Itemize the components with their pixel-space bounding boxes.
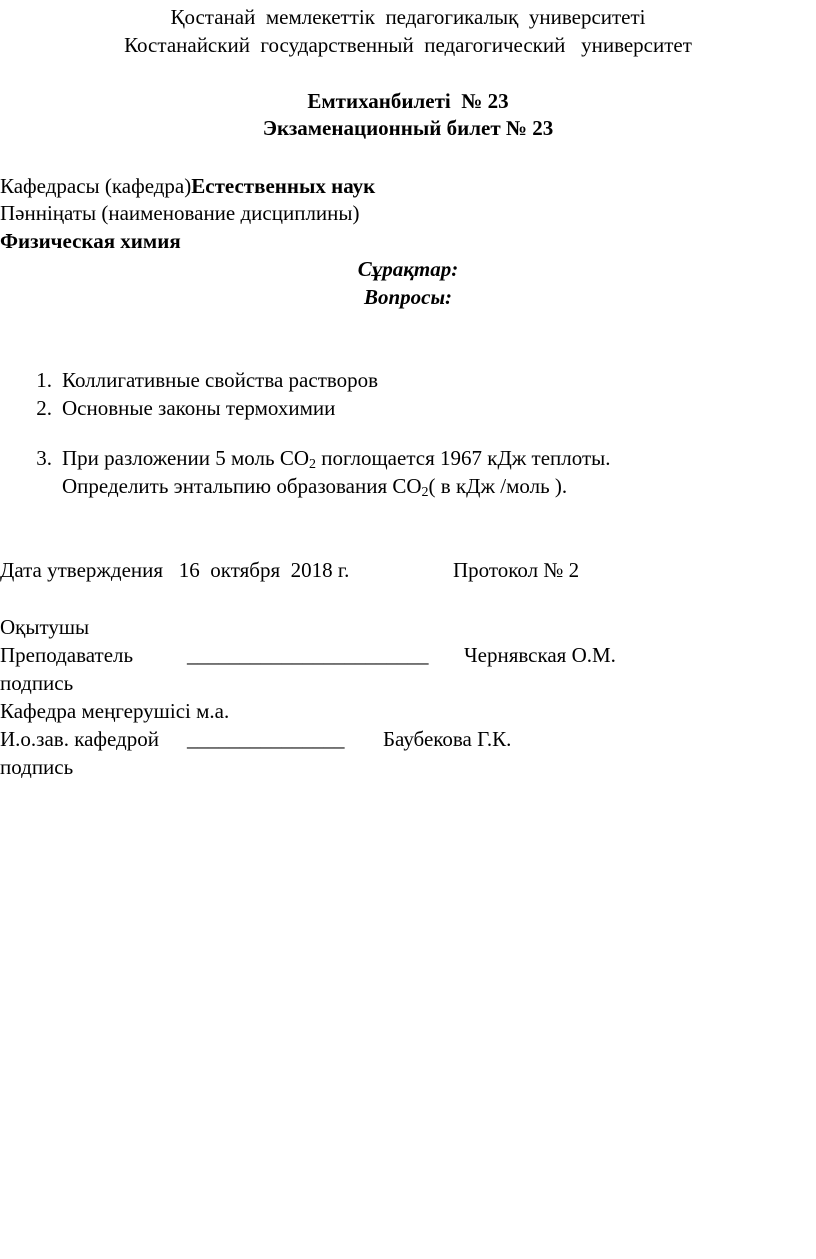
discipline-value: Физическая химия (0, 229, 181, 253)
university-name-kz: Қостанай мемлекеттік педагогикалық университеті (170, 5, 646, 29)
question-3-continuation (62, 474, 568, 500)
question-text: Коллигативные свойства растворов (62, 368, 379, 392)
head-label: И.о.зав. кафедрой (0, 727, 159, 751)
ticket-title-ru: Экзаменационный билет № 23 (262, 116, 554, 140)
teacher-name: Чернявская О.М. (464, 643, 616, 667)
university-name-ru: Костанайский государственный педагогический университет (124, 33, 692, 57)
signature-caption: подпись (0, 671, 74, 695)
discipline-label: Пәнніңаты (наименование дисциплины) (0, 201, 360, 225)
head-title-kz: Кафедра меңгерушісі м.а. (0, 699, 230, 723)
question-number: 1. (36, 368, 52, 392)
department-label: Кафедрасы (кафедра) (0, 174, 192, 198)
protocol-number: Протокол № 2 (453, 558, 580, 582)
ticket-title-kz: Емтиханбилеті № 23 (307, 89, 509, 113)
department-line (0, 176, 375, 197)
question-1 (22, 370, 378, 391)
department-value: Естественных наук (191, 174, 376, 198)
questions-heading-kz: Сұрақтар: (357, 257, 459, 281)
head-name: Баубекова Г.К. (383, 727, 512, 751)
question-text: Основные законы термохимии (62, 396, 336, 420)
question-number: 2. (36, 396, 52, 420)
question-number: 3. (36, 446, 52, 470)
questions-heading-ru: Вопросы: (363, 285, 453, 309)
question-2 (22, 398, 335, 419)
approval-date: Дата утверждения 16 октября 2018 г. (0, 558, 350, 582)
question-text-part: ( в кДж /моль ). (428, 474, 568, 498)
question-text-part: поглощается 1967 кДж теплоты. (316, 446, 611, 470)
question-3 (22, 446, 611, 472)
head-signature-line: _______________ (187, 727, 345, 751)
signature-caption: подпись (0, 755, 74, 779)
question-text-part: При разложении 5 моль СО (62, 446, 309, 470)
subscript: 2 (309, 457, 316, 472)
teacher-label: Преподаватель (0, 643, 134, 667)
teacher-signature-line: _______________________ (187, 643, 429, 667)
teacher-title-kz: Оқытушы (0, 615, 90, 639)
question-text-part: Определить энтальпию образования СО (62, 474, 422, 498)
subscript: 2 (421, 485, 429, 500)
